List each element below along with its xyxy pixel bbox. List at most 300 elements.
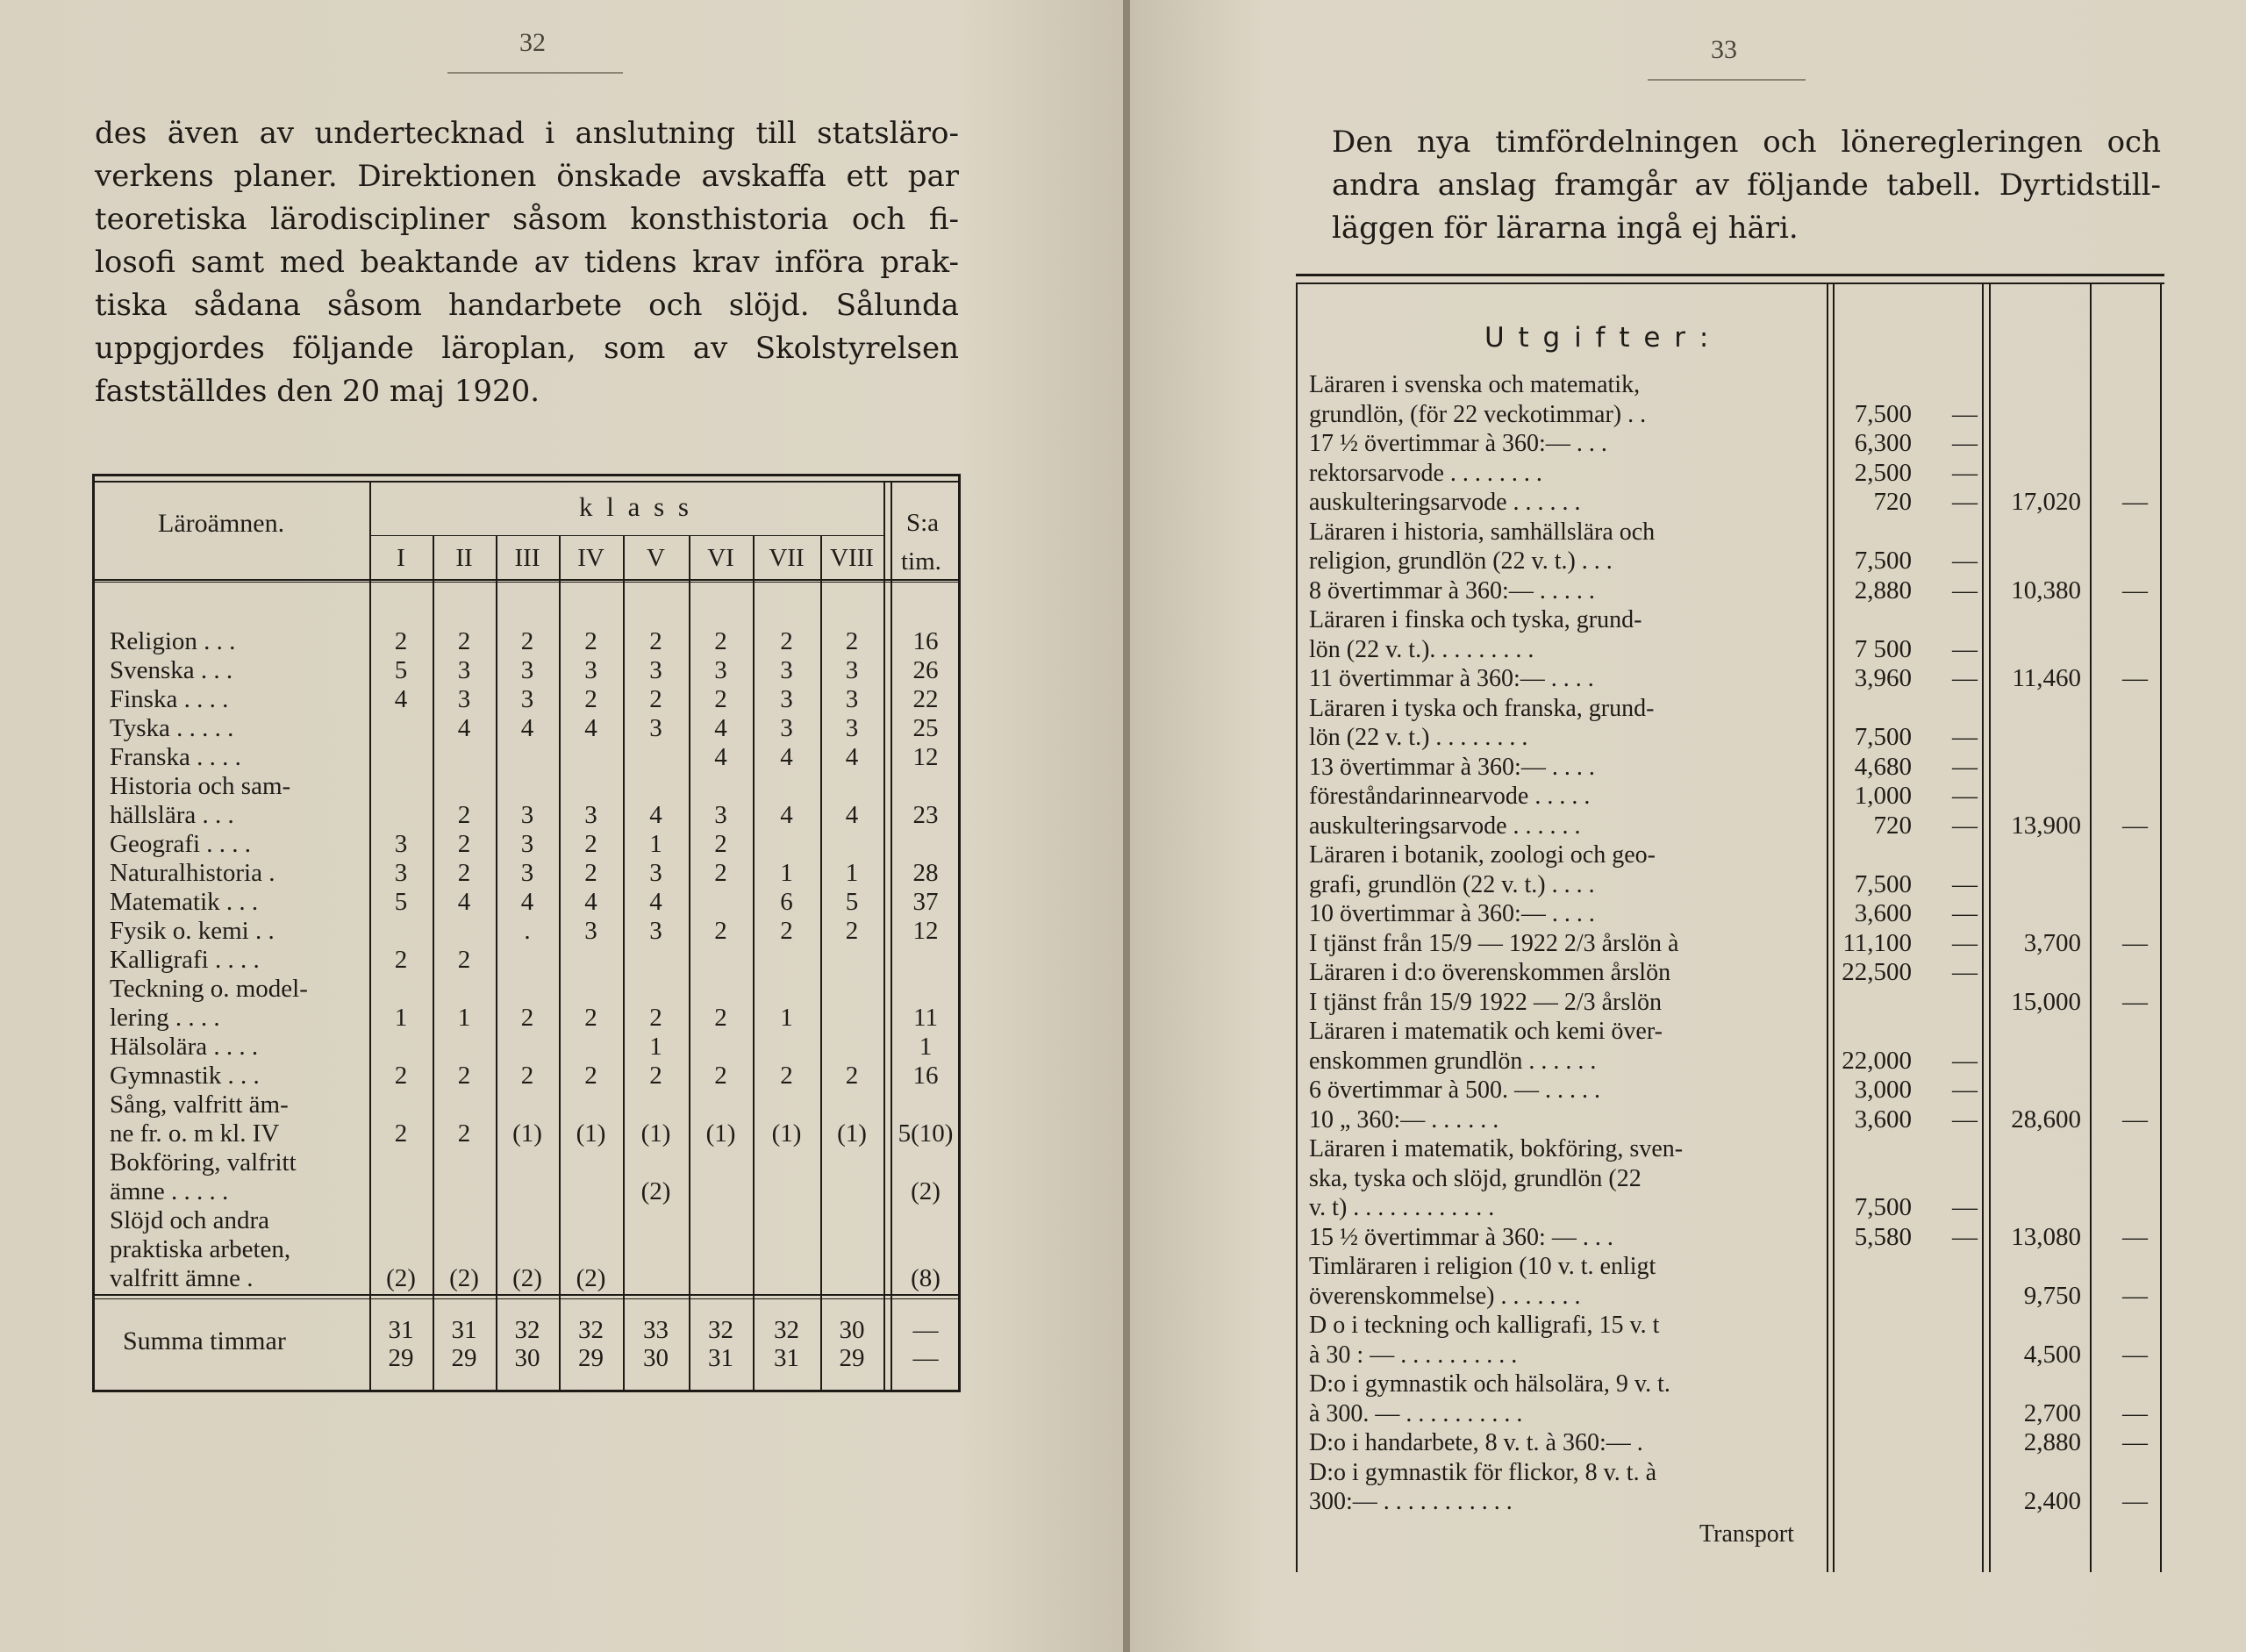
class-header: V xyxy=(647,544,665,572)
total-cell: 29 xyxy=(451,1344,477,1372)
amount-dash: — xyxy=(1952,576,1978,604)
total-cell: 31 xyxy=(451,1316,477,1344)
sum-cell: (8) xyxy=(911,1264,941,1292)
hours-cell: 2 xyxy=(457,1062,471,1090)
total-dash: — xyxy=(2122,987,2148,1016)
expense-line: à 300. — . . . . . . . . . . xyxy=(1309,1399,1523,1427)
hours-cell: 2 xyxy=(457,946,471,974)
total-cell: 31 xyxy=(708,1344,733,1372)
total-cell: 10,380 xyxy=(2011,576,2081,604)
table-column-rule xyxy=(1989,282,1991,1572)
subject-name: hällslära . . . xyxy=(110,801,234,829)
hours-cell: 3 xyxy=(649,917,662,945)
hours-cell: 4 xyxy=(394,685,408,713)
expense-line: Läraren i svenska och matematik, xyxy=(1309,371,1641,398)
page-number-rule-right xyxy=(1648,79,1806,81)
paragraph-line: tiska sådana såsom handarbete och slöjd. Sålunda xyxy=(95,288,959,323)
expense-line: auskulteringsarvode . . . . . . xyxy=(1309,812,1581,840)
total-cell: 32 xyxy=(514,1316,540,1344)
hours-cell: 2 xyxy=(584,1062,597,1090)
hours-cell: 2 xyxy=(584,627,597,655)
hours-cell: 3 xyxy=(714,656,727,684)
hours-cell: 2 xyxy=(457,627,471,655)
amount-dash: — xyxy=(1952,1076,1978,1104)
hours-cell: 2 xyxy=(714,1062,727,1090)
expense-line: Timläraren i religion (10 v. t. enligt xyxy=(1309,1253,1656,1280)
hours-cell: 3 xyxy=(780,685,793,713)
subject-name: praktiska arbeten, xyxy=(110,1235,291,1263)
sum-cell: 1 xyxy=(919,1033,933,1061)
hours-cell: 2 xyxy=(714,627,727,655)
subject-name: Gymnastik . . . xyxy=(110,1062,260,1090)
hours-cell: 3 xyxy=(780,656,793,684)
hours-cell: 2 xyxy=(649,1004,662,1032)
hours-cell: 2 xyxy=(584,685,597,713)
hours-cell: 4 xyxy=(520,714,534,742)
amount-cell: 11,100 xyxy=(1842,928,1912,957)
expense-line: lön (22 v. t.). . . . . . . . . xyxy=(1309,635,1534,663)
hours-cell: 4 xyxy=(780,801,793,829)
total-sum-cell: — xyxy=(912,1344,939,1372)
expense-line: föreståndarinnearvode . . . . . xyxy=(1309,783,1591,810)
paragraph-line: andra anslag framgår av följande tabell. Dyrtidstill- xyxy=(1332,168,2161,203)
hours-cell: 4 xyxy=(649,888,662,916)
hours-cell: (2) xyxy=(640,1177,671,1205)
amount-cell: 7,500 xyxy=(1854,723,1912,751)
hours-cell: 2 xyxy=(780,917,793,945)
amount-dash: — xyxy=(1952,811,1978,840)
sum-cell: 12 xyxy=(912,743,939,771)
hours-cell: (1) xyxy=(771,1119,802,1148)
hours-cell: 4 xyxy=(584,714,597,742)
hours-cell: 3 xyxy=(520,656,534,684)
amount-cell: 3,000 xyxy=(1854,1076,1912,1104)
amount-dash: — xyxy=(1952,752,1978,781)
amount-dash: — xyxy=(1952,782,1978,810)
subject-name: Franska . . . . xyxy=(110,743,241,771)
subject-name: ne fr. o. m kl. IV xyxy=(110,1119,280,1148)
hours-cell: 4 xyxy=(714,743,727,771)
hours-cell: 2 xyxy=(714,685,727,713)
hours-cell: (1) xyxy=(640,1119,671,1148)
total-cell: 2,880 xyxy=(2023,1428,2081,1456)
hours-cell: 5 xyxy=(394,888,408,916)
amount-dash: — xyxy=(1952,899,1978,927)
amount-cell: 3,960 xyxy=(1854,664,1912,692)
total-dash: — xyxy=(2122,1105,2148,1134)
hours-cell: 3 xyxy=(520,859,534,887)
subject-name: ämne . . . . . xyxy=(110,1177,229,1205)
total-cell: 29 xyxy=(839,1344,865,1372)
amount-dash: — xyxy=(1952,1105,1978,1134)
total-cell: 2,400 xyxy=(2023,1487,2081,1515)
total-dash: — xyxy=(2122,1340,2148,1369)
total-dash: — xyxy=(2122,1428,2148,1456)
amount-cell: 720 xyxy=(1873,811,1912,840)
sum-cell: 23 xyxy=(912,801,939,829)
amount-dash: — xyxy=(1952,928,1978,957)
expense-line: grafi, grundlön (22 v. t.) . . . . xyxy=(1309,870,1595,898)
class-header: III xyxy=(514,544,540,572)
hours-cell: 4 xyxy=(714,714,727,742)
subject-name: Matematik . . . xyxy=(110,888,259,916)
hours-cell: 5 xyxy=(394,656,408,684)
hours-cell: 4 xyxy=(649,801,662,829)
total-cell: 9,750 xyxy=(2023,1281,2081,1310)
expense-line: Läraren i d:o överenskommen årslön xyxy=(1309,959,1671,986)
total-dash: — xyxy=(2122,488,2148,516)
table-column-rule xyxy=(2090,282,2092,1572)
hours-cell: 2 xyxy=(714,859,727,887)
hours-cell: 3 xyxy=(649,859,662,887)
subject-name: Hälsolära . . . . xyxy=(110,1033,259,1061)
table-rule xyxy=(92,1298,961,1299)
expense-line: ska, tyska och slöjd, grundlön (22 xyxy=(1309,1164,1642,1192)
expense-line: auskulteringsarvode . . . . . . xyxy=(1309,489,1581,516)
paragraph-line: verkens planer. Direktionen önskade avskaffa ett par xyxy=(95,159,959,194)
hours-cell: 3 xyxy=(714,801,727,829)
total-cell: 29 xyxy=(578,1344,604,1372)
hours-cell: 4 xyxy=(845,743,859,771)
expense-line: Läraren i matematik, bokföring, sven- xyxy=(1309,1135,1684,1162)
total-sum-cell: — xyxy=(912,1316,939,1344)
amount-cell: 3,600 xyxy=(1854,899,1912,927)
hours-cell: (1) xyxy=(576,1119,606,1148)
expense-line: 10 „ 360:— . . . . . . xyxy=(1309,1105,1499,1134)
expense-line: Läraren i finska och tyska, grund- xyxy=(1309,606,1642,633)
total-cell: 30 xyxy=(839,1316,865,1344)
total-cell: 28,600 xyxy=(2011,1105,2081,1134)
subject-name: Tyska . . . . . xyxy=(110,714,234,742)
hours-cell: 3 xyxy=(649,656,662,684)
expense-line: v. t) . . . . . . . . . . . . xyxy=(1309,1194,1495,1221)
hours-cell: 2 xyxy=(714,1004,727,1032)
subject-name: Kalligrafi . . . . xyxy=(110,946,260,974)
total-dash: — xyxy=(2122,576,2148,604)
paragraph-line: läggen för lärarna ingå ej häri. xyxy=(1332,211,1799,246)
sum-cell: (2) xyxy=(911,1177,941,1205)
expense-line: I tjänst från 15/9 1922 — 2/3 årslön xyxy=(1309,988,1663,1016)
hours-cell: (1) xyxy=(837,1119,867,1148)
total-dash: — xyxy=(2122,664,2148,692)
sum-cell: 25 xyxy=(912,714,939,742)
amount-dash: — xyxy=(1952,547,1978,575)
expense-line: à 30 : — . . . . . . . . . . xyxy=(1309,1341,1518,1369)
table-rule xyxy=(92,1390,961,1392)
table-rule xyxy=(1296,282,2164,284)
amount-cell: 5,580 xyxy=(1854,1222,1912,1251)
hours-cell: 2 xyxy=(394,627,408,655)
expense-line: överenskommelse) . . . . . . . xyxy=(1309,1282,1581,1310)
amount-dash: — xyxy=(1952,1046,1978,1075)
expense-line: enskommen grundlön . . . . . . xyxy=(1309,1047,1597,1075)
amount-dash: — xyxy=(1952,723,1978,751)
hours-cell: 2 xyxy=(714,917,727,945)
paragraph-line: teoretiska lärodiscipliner såsom konsthistoria och fi- xyxy=(95,202,959,237)
sum-cell: 12 xyxy=(912,917,939,945)
amount-cell: 7,500 xyxy=(1854,399,1912,428)
hours-cell: 3 xyxy=(520,685,534,713)
amount-cell: 1,000 xyxy=(1854,782,1912,810)
hours-cell: 2 xyxy=(845,627,859,655)
expense-line: grundlön, (för 22 veckotimmar) . . xyxy=(1309,400,1647,428)
klass-subrule xyxy=(369,535,883,536)
hours-cell: 3 xyxy=(845,685,859,713)
curriculum-table xyxy=(92,474,961,1393)
sum-cell: 22 xyxy=(912,685,939,713)
expense-line: D:o i gymnastik för flickor, 8 v. t. à xyxy=(1309,1458,1656,1486)
hours-cell: 2 xyxy=(845,917,859,945)
table-rule xyxy=(92,579,961,581)
subject-name: Fysik o. kemi . . xyxy=(110,917,275,945)
total-cell: 4,500 xyxy=(2023,1340,2081,1369)
subject-name: Teckning o. model- xyxy=(110,975,308,1003)
total-cell: 32 xyxy=(774,1316,799,1344)
hours-cell: 3 xyxy=(520,801,534,829)
amount-dash: — xyxy=(1952,664,1978,692)
hours-cell: 4 xyxy=(457,888,471,916)
hours-cell: 3 xyxy=(520,830,534,858)
sum-cell: 5(10) xyxy=(898,1119,954,1148)
total-cell: 13,900 xyxy=(2011,811,2081,840)
amount-dash: — xyxy=(1952,429,1978,457)
hours-cell: (2) xyxy=(386,1264,416,1292)
paragraph-line: losofi samt med beaktande av tidens krav införa prak- xyxy=(95,245,959,280)
expense-line: 10 övertimmar à 360:— . . . . xyxy=(1309,900,1595,927)
hours-cell: 1 xyxy=(845,859,859,887)
expense-line: D:o i gymnastik och hälsolära, 9 v. t. xyxy=(1309,1370,1670,1398)
hours-cell: 2 xyxy=(584,859,597,887)
total-dash: — xyxy=(2122,928,2148,957)
hours-cell: 3 xyxy=(845,656,859,684)
total-cell: 29 xyxy=(388,1344,414,1372)
sum-cell: 26 xyxy=(912,656,939,684)
table-column-rule xyxy=(883,483,885,1390)
expense-line: I tjänst från 15/9 — 1922 2/3 årslön à xyxy=(1309,929,1679,957)
table-header: U t g i f t e r : xyxy=(1484,322,1712,354)
table-rule xyxy=(1296,274,2164,276)
total-dash: — xyxy=(2122,1281,2148,1310)
hours-cell: 4 xyxy=(457,714,471,742)
subject-name: Religion . . . xyxy=(110,627,236,655)
class-header: VIII xyxy=(830,544,874,572)
subject-header: Läroämnen. xyxy=(158,509,285,538)
expense-line: lön (22 v. t.) . . . . . . . . xyxy=(1309,724,1528,751)
total-label: Summa timmar xyxy=(123,1327,286,1355)
amount-cell: 22,000 xyxy=(1842,1046,1912,1075)
amount-cell: 2,500 xyxy=(1854,458,1912,487)
table-rule xyxy=(92,1294,961,1296)
expense-line: Läraren i botanik, zoologi och geo- xyxy=(1309,841,1656,869)
hours-cell: (1) xyxy=(705,1119,736,1148)
hours-cell: 2 xyxy=(584,1004,597,1032)
hours-cell: 2 xyxy=(457,859,471,887)
paragraph-line: Den nya timfördelningen och löneregleringen och xyxy=(1332,125,2161,160)
hours-cell: 2 xyxy=(520,1062,534,1090)
subject-name: Slöjd och andra xyxy=(110,1206,270,1234)
expense-line: 6 övertimmar à 500. — . . . . . xyxy=(1309,1076,1601,1104)
total-cell: 13,080 xyxy=(2011,1222,2081,1251)
sum-header: S:a xyxy=(906,509,940,537)
hours-cell: 4 xyxy=(520,888,534,916)
class-header: VI xyxy=(707,544,734,572)
page-number-left: 32 xyxy=(519,28,546,57)
table-frame-right xyxy=(2160,282,2162,1572)
amount-cell: 7,500 xyxy=(1854,1193,1912,1221)
amount-cell: 6,300 xyxy=(1854,429,1912,457)
page-number-rule-left xyxy=(447,72,623,74)
hours-cell: 1 xyxy=(649,830,662,858)
total-cell: 32 xyxy=(578,1316,604,1344)
table-rule xyxy=(92,582,961,583)
subject-name: Historia och sam- xyxy=(110,772,291,800)
expense-line: 15 ½ övertimmar à 360: — . . . xyxy=(1309,1223,1613,1251)
total-cell: 31 xyxy=(388,1316,414,1344)
hours-cell: 2 xyxy=(457,830,471,858)
hours-cell: 2 xyxy=(457,1119,471,1148)
subject-name: valfritt ämne . xyxy=(110,1264,254,1292)
hours-cell: 3 xyxy=(457,656,471,684)
sum-cell: 11 xyxy=(913,1004,938,1032)
hours-cell: 2 xyxy=(394,1119,408,1148)
paragraph-line: des även av undertecknad i anslutning till statsläro- xyxy=(95,116,959,151)
expenses-table xyxy=(1296,274,2164,1590)
amount-dash: — xyxy=(1952,869,1978,898)
table-rule xyxy=(92,481,961,483)
hours-cell: 1 xyxy=(649,1033,662,1061)
total-dash: — xyxy=(2122,811,2148,840)
amount-cell: 2,880 xyxy=(1854,576,1912,604)
total-cell: 30 xyxy=(514,1344,540,1372)
class-header: VII xyxy=(769,544,805,572)
klass-header: k l a s s xyxy=(579,491,692,522)
table-rule xyxy=(92,474,961,476)
total-dash: — xyxy=(2122,1487,2148,1515)
right-paragraph xyxy=(1332,121,2161,250)
total-cell: 11,460 xyxy=(2012,664,2081,692)
subject-name: Geografi . . . . xyxy=(110,830,252,858)
hours-cell: (2) xyxy=(512,1264,542,1292)
subject-name: Finska . . . . xyxy=(110,685,229,713)
total-cell: 32 xyxy=(708,1316,733,1344)
hours-cell: 3 xyxy=(845,714,859,742)
class-header: II xyxy=(455,544,473,572)
table-frame-left xyxy=(92,474,95,1392)
transport-label: Transport xyxy=(1699,1520,1794,1548)
amount-dash: — xyxy=(1952,958,1978,986)
hours-cell: 2 xyxy=(520,1004,534,1032)
amount-cell: 7,500 xyxy=(1854,869,1912,898)
hours-cell: 3 xyxy=(780,714,793,742)
total-cell: 33 xyxy=(643,1316,669,1344)
amount-dash: — xyxy=(1952,634,1978,663)
amount-cell: 4,680 xyxy=(1854,752,1912,781)
left-paragraph xyxy=(95,112,959,413)
sum-header-tim: tim. xyxy=(901,547,941,576)
amount-dash: — xyxy=(1952,1193,1978,1221)
total-cell: 2,700 xyxy=(2023,1398,2081,1427)
hours-cell: 2 xyxy=(649,627,662,655)
amount-cell: 720 xyxy=(1873,488,1912,516)
expense-line: 8 övertimmar à 360:— . . . . . xyxy=(1309,576,1595,604)
hours-cell: 1 xyxy=(780,859,793,887)
expense-line: 13 övertimmar à 360:— . . . . xyxy=(1309,753,1595,781)
table-frame-left xyxy=(1296,282,1298,1572)
hours-cell: 4 xyxy=(845,801,859,829)
amount-cell: 7 500 xyxy=(1854,634,1912,663)
hours-cell: 3 xyxy=(584,917,597,945)
expense-line: D o i teckning och kalligrafi, 15 v. t xyxy=(1309,1312,1660,1339)
total-cell: 17,020 xyxy=(2011,488,2081,516)
hours-cell: 2 xyxy=(780,1062,793,1090)
paragraph-line: fastställdes den 20 maj 1920. xyxy=(95,374,540,409)
hours-cell: (1) xyxy=(512,1119,542,1148)
hours-cell: 2 xyxy=(584,830,597,858)
hours-cell: 2 xyxy=(845,1062,859,1090)
class-header: IV xyxy=(577,544,604,572)
hours-cell: 3 xyxy=(457,685,471,713)
hours-cell: 1 xyxy=(394,1004,408,1032)
hours-cell: 1 xyxy=(780,1004,793,1032)
paragraph-line: uppgjordes följande läroplan, som av Skolstyrelsen xyxy=(95,331,959,366)
total-dash: — xyxy=(2122,1222,2148,1251)
hours-cell: 3 xyxy=(394,830,408,858)
total-cell: 31 xyxy=(774,1344,799,1372)
page-number-right: 33 xyxy=(1711,35,1737,64)
amount-cell: 22,500 xyxy=(1842,958,1912,986)
sum-cell: 16 xyxy=(912,1062,939,1090)
expense-line: Läraren i matematik och kemi över- xyxy=(1309,1018,1663,1045)
total-dash: — xyxy=(2122,1398,2148,1427)
class-header: I xyxy=(397,544,405,572)
sum-cell: 28 xyxy=(912,859,939,887)
expense-line: 300:— . . . . . . . . . . . xyxy=(1309,1488,1513,1515)
expense-line: D:o i handarbete, 8 v. t. à 360:— . xyxy=(1309,1429,1643,1456)
total-cell: 30 xyxy=(643,1344,669,1372)
hours-cell: 2 xyxy=(714,830,727,858)
expense-line: Läraren i historia, samhällslära och xyxy=(1309,518,1656,546)
hours-cell: 2 xyxy=(394,946,408,974)
hours-cell: 3 xyxy=(394,859,408,887)
expense-line: 17 ½ övertimmar à 360:— . . . xyxy=(1309,430,1607,457)
hours-cell: 6 xyxy=(780,888,793,916)
subject-name: lering . . . . xyxy=(110,1004,220,1032)
hours-cell: 4 xyxy=(584,888,597,916)
table-column-rule xyxy=(369,483,371,1390)
hours-cell: 2 xyxy=(520,627,534,655)
expense-line: Läraren i tyska och franska, grund- xyxy=(1309,694,1655,722)
subject-name: Bokföring, valfritt xyxy=(110,1148,297,1176)
subject-name: Sång, valfritt äm- xyxy=(110,1091,289,1119)
hours-cell: 5 xyxy=(845,888,859,916)
hours-cell: 2 xyxy=(457,801,471,829)
hours-cell: 3 xyxy=(584,656,597,684)
hours-cell: 2 xyxy=(394,1062,408,1090)
hours-cell: 1 xyxy=(457,1004,471,1032)
hours-cell: 2 xyxy=(780,627,793,655)
subject-name: Svenska . . . xyxy=(110,656,233,684)
expense-line: religion, grundlön (22 v. t.) . . . xyxy=(1309,547,1613,575)
hours-cell: 3 xyxy=(584,801,597,829)
hours-cell: 3 xyxy=(649,714,662,742)
hours-cell: 2 xyxy=(649,1062,662,1090)
amount-dash: — xyxy=(1952,1222,1978,1251)
amount-dash: — xyxy=(1952,458,1978,487)
expense-line: 11 övertimmar à 360:— . . . . xyxy=(1309,665,1594,692)
total-cell: 3,700 xyxy=(2023,928,2081,957)
hours-cell: (2) xyxy=(449,1264,479,1292)
amount-dash: — xyxy=(1952,488,1978,516)
